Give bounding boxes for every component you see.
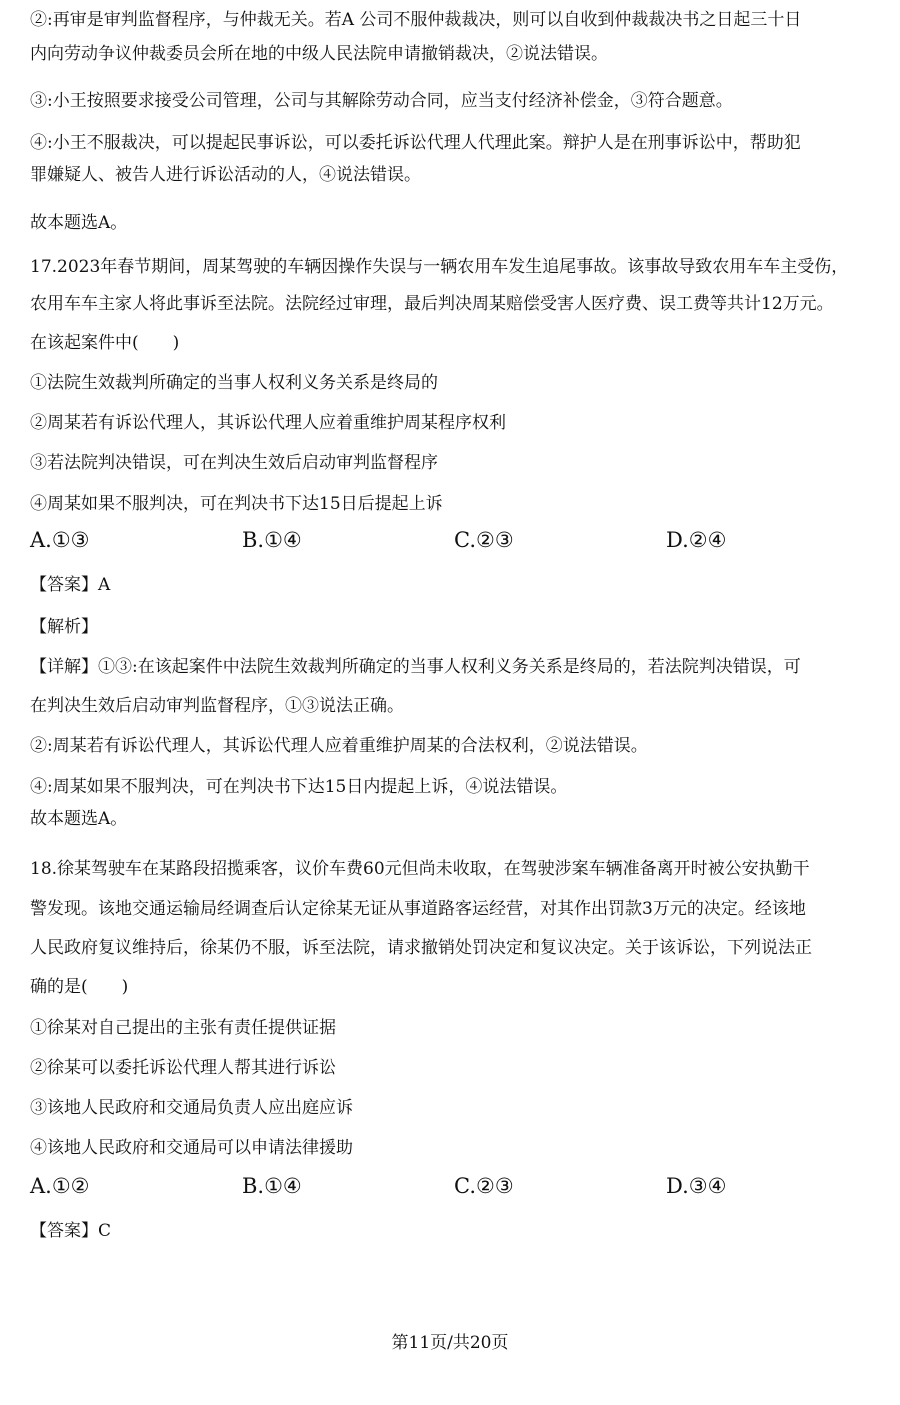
q18-stem-line: 18.徐某驾驶车在某路段招揽乘客，议价车费60元但尚未收取，在驾驶涉案车辆准备离开时被公安执勤干 (30, 859, 810, 879)
q17-stem-line: 17.2023年春节期间，周某驾驶的车辆因操作失误与一辆农用车发生追尾事故。该事故导致农用车车主受伤， (30, 257, 849, 277)
prev-explanation-line: 内向劳动争议仲裁委员会所在地的中级人民法院申请撤销裁决，②说法错误。 (30, 44, 608, 64)
q18-statement: ④该地人民政府和交通局可以申请法律援助 (30, 1138, 353, 1158)
q17-option-b: B.①④ (242, 528, 302, 552)
q18-options (30, 1171, 875, 1201)
prev-explanation-line: ②:再审是审判监督程序，与仲裁无关。若A 公司不服仲裁裁决，则可以自收到仲裁裁决书之日起三十日 (30, 10, 802, 30)
q17-stem-line: 在该起案件中( ) (30, 333, 180, 353)
q18-stem-line: 确的是( ) (30, 977, 129, 997)
q18-statement: ③该地人民政府和交通局负责人应出庭应诉 (30, 1098, 353, 1118)
q18-stem-line: 人民政府复议维持后，徐某仍不服，诉至法院，请求撤销处罚决定和复议决定。关于该诉讼，下列说法正 (30, 938, 812, 958)
prev-explanation-line: ④:小王不服裁决，可以提起民事诉讼，可以委托诉讼代理人代理此案。辩护人是在刑事诉讼中，帮助犯 (30, 133, 801, 153)
q17-statement: ③若法院判决错误，可在判决生效后启动审判监督程序 (30, 453, 438, 473)
q17-option-a: A.①③ (30, 528, 90, 552)
q17-options (30, 525, 875, 555)
q17-stem-line: 农用车车主家人将此事诉至法院。法院经过审理，最后判决周某赔偿受害人医疗费、误工费等共计12万元。 (30, 294, 834, 314)
q18-option-d: D.③④ (666, 1174, 727, 1198)
q17-answer: 【答案】A (30, 575, 111, 595)
q17-explanation-line: 在判决生效后启动审判监督程序，①③说法正确。 (30, 696, 404, 716)
q17-option-c: C.②③ (454, 528, 514, 552)
q18-statement: ①徐某对自己提出的主张有责任提供证据 (30, 1018, 336, 1038)
q18-answer: 【答案】C (30, 1221, 112, 1241)
prev-conclusion: 故本题选A。 (30, 213, 128, 233)
q17-statement: ②周某若有诉讼代理人，其诉讼代理人应着重维护周某程序权利 (30, 413, 506, 433)
q18-option-c: C.②③ (454, 1174, 514, 1198)
q17-statement: ①法院生效裁判所确定的当事人权利义务关系是终局的 (30, 373, 438, 393)
prev-explanation-line: 罪嫌疑人、被告人进行诉讼活动的人，④说法错误。 (30, 165, 421, 185)
prev-explanation-line: ③:小王按照要求接受公司管理，公司与其解除劳动合同，应当支付经济补偿金，③符合题意。 (30, 91, 733, 111)
q18-option-b: B.①④ (242, 1174, 302, 1198)
q18-option-a: A.①② (30, 1174, 90, 1198)
q17-explanation-line: ②:周某若有诉讼代理人，其诉讼代理人应着重维护周某的合法权利，②说法错误。 (30, 736, 648, 756)
q17-explanation-line: ④:周某如果不服判决，可在判决书下达15日内提起上诉，④说法错误。 (30, 777, 568, 797)
page-number-footer: 第11页/共20页 (391, 1333, 509, 1353)
q17-option-d: D.②④ (666, 528, 727, 552)
q17-analysis-label: 【解析】 (30, 617, 98, 637)
q18-stem-line: 警发现。该地交通运输局经调查后认定徐某无证从事道路客运经营，对其作出罚款3万元的决定。经该地 (30, 899, 806, 919)
q17-statement: ④周某如果不服判决，可在判决书下达15日后提起上诉 (30, 494, 443, 514)
q17-conclusion: 故本题选A。 (30, 809, 128, 829)
q17-explanation-line: 【详解】①③:在该起案件中法院生效裁判所确定的当事人权利义务关系是终局的，若法院判决错误，可 (30, 657, 801, 677)
q18-statement: ②徐某可以委托诉讼代理人帮其进行诉讼 (30, 1058, 336, 1078)
